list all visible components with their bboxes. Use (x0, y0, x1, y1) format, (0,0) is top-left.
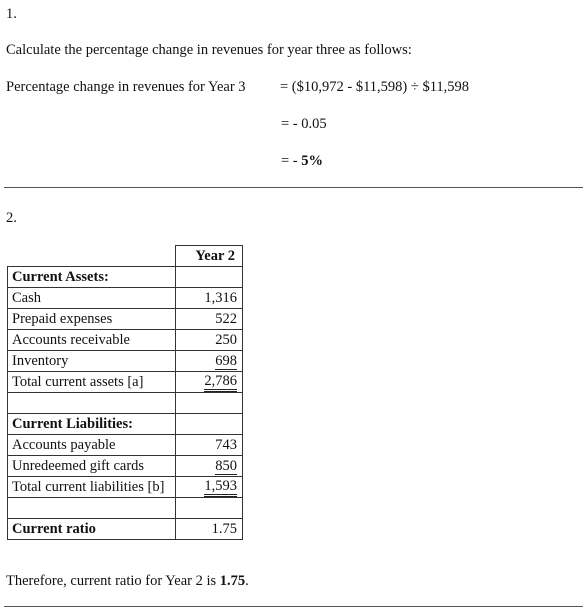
part1-number: 1. (6, 6, 17, 22)
table-row (8, 456, 243, 477)
table-row (8, 393, 243, 414)
row-label: Cash (8, 288, 176, 309)
balance-sheet-table (7, 245, 243, 540)
formula-label: Percentage change in revenues for Year 3 (6, 79, 246, 95)
total-assets-value: 2,786 (204, 373, 237, 392)
row-value: 698 (215, 353, 237, 369)
table-row (8, 246, 243, 267)
section-divider (4, 187, 583, 188)
current-ratio-label: Current ratio (8, 519, 176, 540)
table-row (8, 435, 243, 456)
conclusion (6, 572, 249, 590)
row-label: Accounts receivable (8, 330, 176, 351)
current-assets-heading: Current Assets: (8, 267, 176, 288)
row-label: Inventory (8, 351, 176, 372)
row-value: 1,316 (176, 288, 243, 309)
result-percent-value: 5% (301, 153, 324, 169)
part1-instruction: Calculate the percentage change in revenues for year three as follows: (6, 42, 412, 58)
total-liabilities-value: 1,593 (204, 478, 237, 497)
total-liabilities-label: Total current liabilities [b] (8, 477, 176, 498)
table-row (8, 519, 243, 540)
table-row (8, 414, 243, 435)
bottom-divider (4, 606, 583, 607)
table-row (8, 498, 243, 519)
table-row (8, 309, 243, 330)
table-row (8, 288, 243, 309)
table-row (8, 330, 243, 351)
result-percent-prefix: = - (281, 153, 302, 169)
result-decimal: = - 0.05 (281, 116, 327, 132)
current-liabilities-heading: Current Liabilities: (8, 414, 176, 435)
current-ratio-value: 1.75 (176, 519, 243, 540)
row-label: Accounts payable (8, 435, 176, 456)
conclusion-value: 1.75 (219, 573, 246, 589)
column-header: Year 2 (176, 246, 243, 267)
conclusion-suffix: . (245, 573, 249, 589)
row-value: 743 (176, 435, 243, 456)
conclusion-prefix: Therefore, current ratio for Year 2 is (6, 573, 220, 589)
part2-number: 2. (6, 210, 17, 226)
row-value: 850 (215, 458, 237, 474)
row-label: Prepaid expenses (8, 309, 176, 330)
row-value: 522 (176, 309, 243, 330)
table-row (8, 351, 243, 372)
row-value: 250 (176, 330, 243, 351)
row-label: Unredeemed gift cards (8, 456, 176, 477)
table-row (8, 372, 243, 393)
formula: = ($10,972 - $11,598) ÷ $11,598 (280, 79, 470, 95)
total-assets-label: Total current assets [a] (8, 372, 176, 393)
result-percent (281, 152, 323, 170)
table-row (8, 477, 243, 498)
table-row (8, 267, 243, 288)
